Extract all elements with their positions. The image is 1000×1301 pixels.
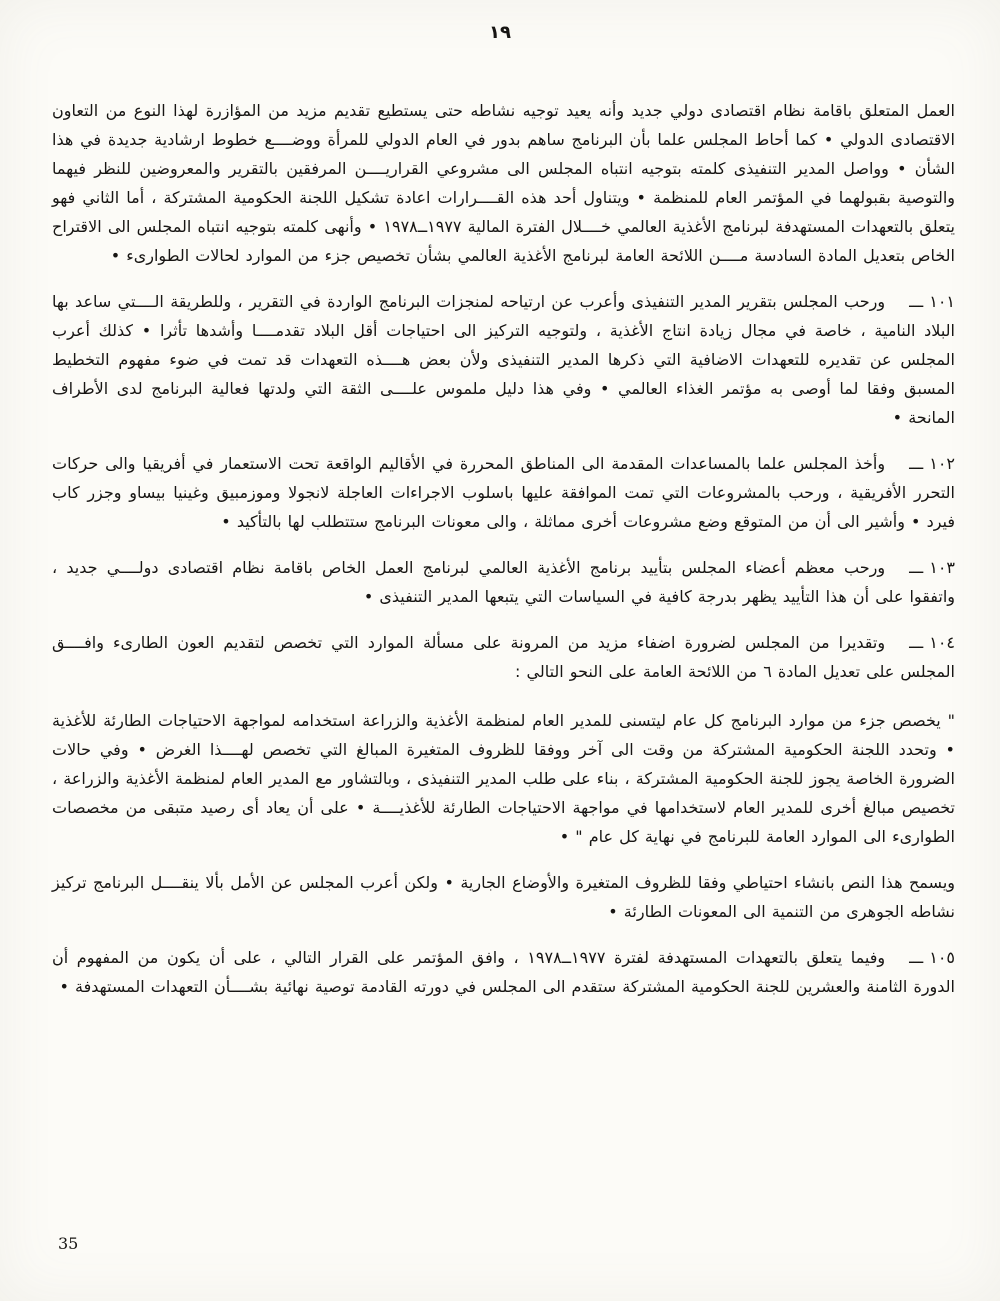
paragraph-number: ١٠٢ ـــ [909, 454, 955, 473]
paragraph-text: ويسمح هذا النص بانشاء احتياطي وفقا للظروف المتغيرة والأوضاع الجارية • ولكن أعرب المجلس عن الأمل بألا ينقــــل البرنامج تركيز نشاطه الجوهرى من التنمية الى المعونات الطارئة • [52, 873, 955, 921]
paragraph-103 [52, 553, 955, 611]
paragraph-101 [52, 287, 955, 432]
paragraph-text: ورحب المجلس بتقرير المدير التنفيذى وأعرب عن ارتياحه لمنجزات البرنامج الواردة في التقرير ، وللطريقة الــــتي ساعد بها البلاد النامية ، خاصة في مجال زيادة انتاج الأغذية ، ولتوجيه التركيز الى احتياجات أقل البلاد تقدمــــا وأشدها تأثرا • كذلك أعرب المجلس عن تقديره للتعهدات الاضافية التي ذكرها المدير التنفيذى ولأن بعض هــــذه التعهدات قد تمت في ضوء مفهوم التخطيط المسبق وفقا لما أوصى به مؤتمر الغذاء العالمي • وفي هذا دليل ملموس علــــى الثقة التي ولدتها فعالية البرنامج لدى الأطراف المانحة • [52, 292, 955, 427]
paragraph-text: وتقديرا من المجلس لضرورة اضفاء مزيد من المرونة على مسألة الموارد التي تخصص لتقديم العون الطارىء وافــــق المجلس على تعديل المادة ٦ من اللائحة العامة على النحو التالي : [52, 633, 955, 681]
page-number-bottom: 35 [58, 1234, 79, 1253]
paragraph-102 [52, 449, 955, 536]
paragraph-number: ١٠٣ ـــ [909, 558, 955, 577]
paragraph-text: وأخذ المجلس علما بالمساعدات المقدمة الى المناطق المحررة في الأقاليم الواقعة تحت الاستعمار في أفريقيا والى حركات التحرر الأفريقية ، ورحب بالمشروعات التي تمت الموافقة عليها باسلوب الاجراءات العاجلة لانجولا وموزمبيق وغينيا بيساو وجزر كاب فيرد • وأشير الى أن من المتوقع وضع مشروعات أخرى مماثلة ، والى معونات البرنامج ستتطلب لها بالتأكيد • [52, 454, 955, 531]
paragraph-105 [52, 943, 955, 1001]
paragraph-text: وفيما يتعلق بالتعهدات المستهدفة لفترة ١٩٧٧ــ١٩٧٨ ، وافق المؤتمر على القرار التالي ، على أن يكون من المفهوم أن الدورة الثامنة والعشرين للجنة الحكومية المشتركة ستقدم الى المجلس في دورته القادمة توصية نهائية بشــــأن التعهدات المستهدفة • [52, 948, 955, 996]
paragraph-number: ١٠٥ ـــ [909, 948, 956, 967]
paragraph-text: " يخصص جزء من موارد البرنامج كل عام ليتسنى للمدير العام لمنظمة الأغذية والزراعة استخدامه لمواجهة الاحتياجات الطارئة للأغذية • وتحدد اللجنة الحكومية المشتركة من وقت الى آخر ووفقا للظروف المتغيرة المبالغ التي تخصص لهــــذا الغرض • وفي حالات الضرورة الخاصة يجوز للجنة الحكومية المشتركة ، بناء على طلب المدير التنفيذى ، وبالتشاور مع المدير العام لمنظمة الأغذية والزراعة ، تخصيص مبالغ أخرى للمدير العام لاستخدامها في مواجهة الاحتياجات الطارئة للأغذيــــة • على أن يعاد أى رصيد متبقى من مخصصات الطوارىء الى الموارد العامة للبرنامج في نهاية كل عام " • [52, 711, 955, 846]
paragraph-text: ورحب معظم أعضاء المجلس بتأييد برنامج الأغذية العالمي لبرنامج العمل الخاص باقامة نظام اقتصادى دولــــي جديد ، واتفقوا على أن هذا التأييد يظهر بدرجة كافية في السياسات التي يتبعها المدير التنفيذى • [52, 558, 955, 606]
paragraph-quoted-article [52, 706, 955, 851]
paragraph-number: ١٠١ ـــ [909, 292, 955, 311]
paragraph-text: العمل المتعلق باقامة نظام اقتصادى دولي جديد وأنه يعيد توجيه نشاطه حتى يستطيع تقديم مزيد من المؤازرة لهذا النوع من التعاون الاقتصادى الدولي • كما أحاط المجلس علما بأن البرنامج ساهم بدور في العام الدولي للمرأة ووضــــع خطوط ارشادية جديدة في هذا الشأن • وواصل المدير التنفيذى كلمته بتوجيه انتباه المجلس الى مشروعي القراريــــن المرفقين بالتقرير والمعروضين للنظر فيهما والتوصية بقبولهما في المؤتمر العام للمنظمة • ويتناول أحد هذه القــــرارات اعادة تشكيل اللجنة الحكومية المشتركة ، أما الثاني فهو يتعلق بالتعهدات المستهدفة لبرنامج الأغذية العالمي خــــلال الفترة المالية ١٩٧٧ــ١٩٧٨ • وأنهى كلمته بتوجيه انتباه المجلس الى الاقتراح الخاص بتعديل المادة السادسة مــــن اللائحة العامة لبرنامج الأغذية العالمي بشأن تخصيص جزء من الموارد لحالات الطوارىء • [52, 101, 955, 265]
paragraph-note [52, 868, 955, 926]
paragraph-number: ١٠٤ ـــ [909, 633, 955, 652]
paragraph-104 [52, 628, 955, 686]
page-number-top: ١٩ [489, 22, 511, 43]
document-body [52, 96, 955, 1001]
paragraph-continuation [52, 96, 955, 270]
